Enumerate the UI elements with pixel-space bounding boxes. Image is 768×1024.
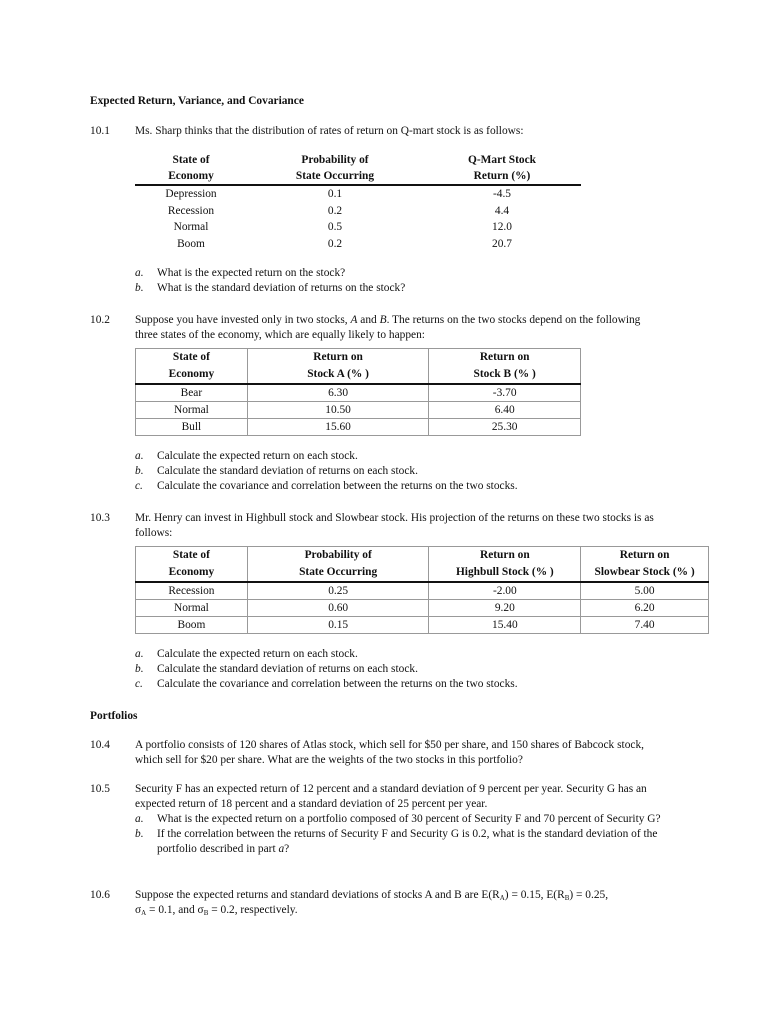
highbull-slowbear-table	[135, 546, 709, 634]
table-cell: 9.20	[429, 600, 581, 617]
item-label: a.	[135, 450, 144, 462]
list-item	[135, 827, 685, 857]
problem-number-10-5: 10.5	[90, 783, 110, 795]
list-item	[135, 662, 695, 677]
item-label: a.	[135, 813, 144, 825]
section-heading-portfolios: Portfolios	[90, 710, 138, 722]
table-cell: 0.5	[327, 221, 343, 233]
problem-text-10-3: Mr. Henry can invest in Highbull stock and Slowbear stock. His projection of the returns on these two stocks is as follows:	[135, 512, 654, 539]
text-run: ) = 0.15, E(R	[504, 889, 565, 901]
header-cell: Q-Mart Stock	[467, 154, 536, 166]
header-cell: State of	[136, 349, 248, 367]
item-text: If the correlation between the returns of Security F and Security G is 0.2, what is the standard deviation of the portfolio described in part	[157, 828, 658, 855]
item-label: c.	[135, 678, 143, 690]
item-text: ?	[284, 842, 290, 855]
table-cell: 20.7	[492, 237, 512, 250]
item-text: Calculate the expected return on each stock.	[157, 648, 358, 660]
table-row	[136, 384, 581, 402]
table-row	[136, 402, 581, 419]
item-label: b.	[135, 663, 144, 675]
text-line	[135, 888, 695, 903]
subscript: A	[141, 909, 147, 918]
header-cell: Return (%)	[423, 168, 581, 185]
table-cell: Normal	[136, 402, 248, 419]
item-label: a.	[135, 648, 144, 660]
table-cell: 6.40	[429, 402, 581, 419]
table-cell: 4.4	[494, 204, 510, 217]
table-row	[135, 219, 581, 236]
table-row	[136, 617, 709, 634]
table-cell: 12.0	[492, 221, 512, 233]
stock-ab-table	[135, 348, 581, 436]
header-cell: Return on	[247, 349, 429, 367]
text-run: = 0.1, and σ	[146, 904, 204, 917]
table-cell: Bull	[136, 419, 248, 436]
section-heading-expected-return: Expected Return, Variance, and Covariance	[90, 95, 304, 107]
header-cell: Return on	[429, 547, 581, 565]
qmart-table	[135, 152, 581, 252]
problem-number-10-1: 10.1	[90, 125, 110, 137]
table-cell: 6.30	[247, 384, 429, 402]
text-run: A	[350, 314, 358, 326]
problem-number-10-6: 10.6	[90, 889, 110, 901]
header-cell: Highbull Stock (% )	[429, 564, 581, 582]
item-text: a	[278, 842, 285, 855]
text-run: Suppose you have invested only in two stocks,	[135, 314, 351, 326]
list-item	[135, 812, 685, 827]
list-item	[135, 281, 695, 296]
question-list-10-1	[135, 266, 695, 296]
table-cell: 0.15	[247, 617, 429, 634]
problem-number-10-2: 10.2	[90, 314, 110, 326]
item-text: Calculate the covariance and correlation between the returns on the two stocks.	[157, 480, 518, 492]
text-run: . The returns on the two stocks depend on the following three states of the economy, which are equally likely to happen:	[135, 314, 641, 341]
table-header-row	[136, 366, 581, 384]
item-text: Calculate the standard deviation of returns on each stock.	[157, 663, 418, 675]
question-list-10-5	[135, 812, 685, 857]
table-cell: 6.20	[581, 600, 709, 617]
sigma-symbol: σ	[135, 904, 142, 917]
list-item	[135, 479, 695, 494]
problem-text-10-1: Ms. Sharp thinks that the distribution of rates of return on Q-mart stock is as follows:	[135, 125, 524, 137]
subscript: B	[564, 894, 570, 902]
problem-text-10-5: Security F has an expected return of 12 percent and a standard deviation of 9 percent per year. Security G has an expected return of 18 percent and a standard deviation of 25 percent per year.	[135, 783, 647, 810]
list-item	[135, 464, 695, 479]
header-cell: Economy	[135, 168, 247, 185]
header-cell: Probability of	[301, 154, 369, 166]
table-row	[135, 185, 581, 203]
table-cell: Recession	[136, 582, 248, 600]
table-header-row	[135, 152, 581, 168]
item-text: What is the expected return on the stock?	[157, 267, 346, 279]
subscript: B	[203, 909, 209, 918]
header-cell: State of	[172, 154, 210, 166]
item-text: What is the expected return on a portfolio composed of 30 percent of Security F and 70 percent of Security G?	[157, 813, 661, 825]
item-label: a.	[135, 267, 144, 279]
header-cell: State Occurring	[247, 168, 423, 185]
table-header-row	[136, 349, 581, 367]
table-cell: Normal	[136, 600, 248, 617]
table-cell: 0.25	[247, 582, 429, 600]
text-run: and	[357, 314, 380, 326]
table-row	[136, 600, 709, 617]
header-cell: Return on	[581, 547, 709, 565]
table-cell: -2.00	[429, 582, 581, 600]
list-item	[135, 449, 695, 464]
table-cell: 0.2	[327, 204, 343, 217]
text-run: B	[379, 314, 387, 326]
table-cell: 0.1	[327, 188, 343, 200]
header-cell: Stock B (% )	[429, 366, 581, 384]
table-header-row	[136, 564, 709, 582]
item-label: b.	[135, 828, 144, 840]
header-cell: Economy	[136, 366, 248, 384]
table-row	[136, 582, 709, 600]
table-cell: -3.70	[429, 384, 581, 402]
table-cell: 5.00	[581, 582, 709, 600]
subscript: A	[499, 894, 505, 902]
table-cell: Boom	[177, 237, 205, 250]
table-cell: -4.5	[492, 188, 512, 200]
table-cell: 25.30	[429, 419, 581, 436]
item-text: Calculate the covariance and correlation between the returns on the two stocks.	[157, 678, 518, 690]
item-text: Calculate the expected return on each stock.	[157, 450, 358, 462]
table-cell: 0.2	[327, 237, 343, 250]
problem-number-10-4: 10.4	[90, 739, 110, 751]
problem-text-10-6	[135, 888, 695, 918]
header-cell: Slowbear Stock (% )	[581, 564, 709, 582]
item-text: Calculate the standard deviation of returns on each stock.	[157, 465, 418, 477]
header-cell: State Occurring	[247, 564, 429, 582]
question-list-10-3	[135, 647, 695, 692]
table-cell: 7.40	[581, 617, 709, 634]
table-cell: Depression	[165, 188, 217, 200]
item-text: What is the standard deviation of returns on the stock?	[157, 282, 406, 294]
table-row	[136, 419, 581, 436]
item-label: b.	[135, 282, 144, 294]
text-run: ) = 0.25,	[569, 889, 609, 901]
table-row	[135, 203, 581, 220]
item-label: c.	[135, 480, 143, 492]
text-line	[135, 903, 695, 918]
list-item	[135, 647, 695, 662]
header-cell: Stock A (% )	[247, 366, 429, 384]
table-row	[135, 236, 581, 253]
problem-number-10-3: 10.3	[90, 512, 110, 524]
table-cell: Normal	[173, 221, 209, 233]
table-cell: 15.40	[429, 617, 581, 634]
table-cell: 15.60	[247, 419, 429, 436]
header-cell: Economy	[136, 564, 248, 582]
item-label: b.	[135, 465, 144, 477]
table-cell: Bear	[136, 384, 248, 402]
header-cell: State of	[136, 547, 248, 565]
table-header-row	[135, 168, 581, 185]
table-cell: 10.50	[247, 402, 429, 419]
header-cell: Probability of	[247, 547, 429, 565]
list-item	[135, 266, 695, 281]
problem-text-10-4: A portfolio consists of 120 shares of Atlas stock, which sell for $50 per share, and 150 shares of Babcock stock, which sell for $20 per share. What are the weights of the two stocks in this portfolio?	[135, 739, 644, 766]
problem-text-10-2	[135, 313, 655, 343]
text-run: Suppose the expected returns and standard deviations of stocks A and B are E(R	[135, 889, 500, 901]
table-cell: 0.60	[247, 600, 429, 617]
table-cell: Boom	[136, 617, 248, 634]
text-run: = 0.2, respectively.	[208, 904, 298, 917]
table-header-row	[136, 547, 709, 565]
list-item	[135, 677, 695, 692]
header-cell: Return on	[429, 349, 581, 367]
table-cell: Recession	[167, 204, 215, 217]
question-list-10-2	[135, 449, 695, 494]
